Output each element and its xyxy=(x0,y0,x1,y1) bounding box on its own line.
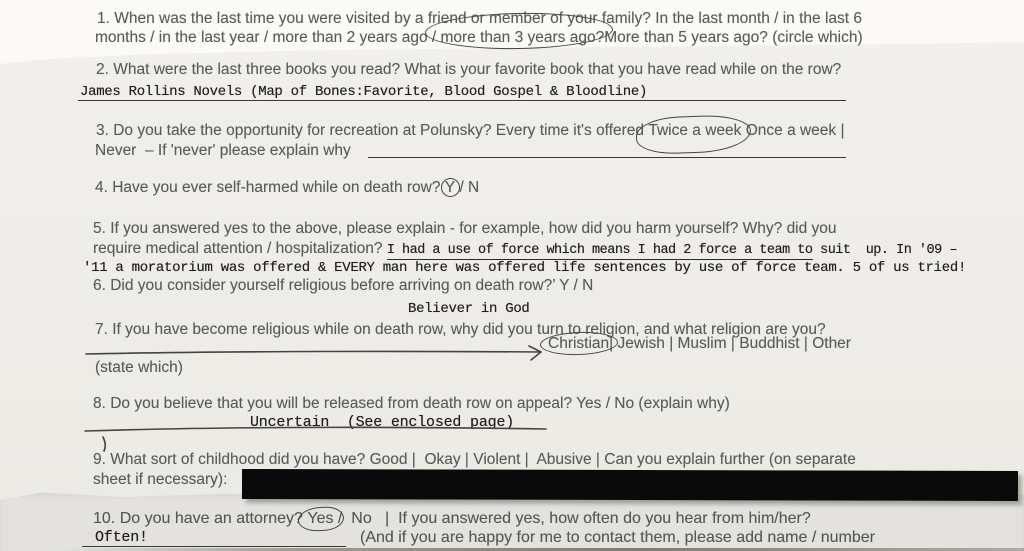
question-9-text-2: sheet if necessary): xyxy=(93,471,228,488)
question-1-options-pre: months / in the last year / more than 2 years ago xyxy=(95,29,432,46)
question-10-line-2 xyxy=(360,529,875,546)
question-7-footnote xyxy=(95,359,183,376)
question-1-text: 1. When was the last time you were visited by a friend or member of your family? In the last month / in the last 6 xyxy=(97,10,863,27)
circled-text: Christian xyxy=(548,335,610,352)
circled-answer-religion xyxy=(548,335,609,352)
question-5-line-1 xyxy=(93,220,837,237)
question-5-text: 5. If you answered yes to the above, please explain - for example, how did you harm yourself? Why? did you xyxy=(93,220,837,237)
circled-text: / more than 3 years ago? xyxy=(431,29,605,46)
answer-line-q10 xyxy=(82,546,346,547)
answer-line-q7 xyxy=(86,351,541,354)
answer-line-q7-arrowhead xyxy=(529,346,541,360)
question-1-line-2 xyxy=(95,29,863,46)
circled-answer-recreation xyxy=(648,122,741,139)
answer-10-typed xyxy=(95,529,148,546)
redacted-text-block xyxy=(242,469,1018,501)
question-1-options-post: More than 5 years ago? (circle which) xyxy=(604,29,863,46)
answer-7-typed-above xyxy=(408,301,530,318)
answer-2-text: James Rollins Novels (Map of Bones:Favorite, Blood Gospel & Bloodline) xyxy=(80,84,648,100)
state-which-text: (state which) xyxy=(95,359,183,376)
question-1-line-1 xyxy=(97,10,862,27)
question-10-line-1 xyxy=(93,510,811,527)
question-3-options-pre: 3. Do you take the opportunity for recreation at Polunsky? Every time it's offered xyxy=(96,122,649,139)
question-2-line xyxy=(96,61,841,78)
answer-8-text: Uncertain (See enclosed page) xyxy=(250,414,515,431)
question-3-options-post: Once a week | xyxy=(741,122,845,139)
question-4-text: 4. Have you ever self-harmed while on death row? xyxy=(95,179,445,196)
answer-8-typed xyxy=(250,414,514,431)
question-10-text: 10. Do you have an attorney? xyxy=(93,510,308,527)
answer-line-q3 xyxy=(368,157,846,158)
answer-5-typed-underlined: I had a use of force which means I had 2 force a team to xyxy=(386,243,813,258)
answer-5-typed-line-2 xyxy=(83,260,966,277)
question-7-options-post: | Jewish | Muslim | Buddhist | Other xyxy=(609,335,851,352)
answer-5-text: '11 a moratorium was offered & EVERY man here was offered life sentences by use of force team. 5 of us tried! xyxy=(83,260,967,276)
question-10-text-2: (And if you are happy for me to contact them, please add name / number xyxy=(360,529,875,546)
question-6-text: 6. Did you consider yourself religious before arriving on death row?’ Y / N xyxy=(93,277,594,294)
question-5-line-2 xyxy=(93,240,957,259)
circled-text: Y xyxy=(444,179,456,196)
question-9-line-1 xyxy=(93,451,856,468)
circled-answer-attorney xyxy=(307,510,333,527)
question-6-line xyxy=(93,277,593,294)
question-3-line-1 xyxy=(96,122,845,139)
answer-10-text: Often! xyxy=(95,529,148,546)
question-2-text: 2. What were the last three books you read? What is your favorite book that you have read while on the row? xyxy=(96,61,842,78)
question-8-line xyxy=(93,395,730,412)
question-8-text: 8. Do you believe that you will be released from death row on appeal? Yes / No (explain why) xyxy=(93,395,730,412)
question-10-options-post: / No | If you answered yes, how often do you hear from him/her? xyxy=(333,510,811,527)
question-5-text-2: require medical attention / hospitalization? xyxy=(93,240,387,257)
answer-7-believer-text: Believer in God xyxy=(408,301,530,317)
question-9-line-2 xyxy=(93,471,227,488)
question-9-text: 9. What sort of childhood did you have? Good | Okay | Violent | Abusive | Can you explain further (on separate xyxy=(93,451,856,468)
pen-tick-mark xyxy=(103,437,105,451)
question-7-text: 7. If you have become religious while on death row, why did you turn to religion, and what religion are you? xyxy=(95,321,826,338)
answer-5-typed-rest: suit up. In '09 – xyxy=(812,243,957,258)
question-3-line-2 xyxy=(95,142,351,159)
answer-2-typed xyxy=(80,84,647,101)
question-3-text-2: Never – If 'never' please explain why xyxy=(95,142,351,159)
question-7-options xyxy=(548,335,851,352)
circled-answer-visit-frequency xyxy=(432,29,604,46)
question-4-line xyxy=(95,179,479,196)
circled-answer-self-harm xyxy=(445,179,455,196)
question-4-options-post: / N xyxy=(455,179,480,196)
circled-text: Twice a week xyxy=(648,122,742,139)
circled-text: Yes xyxy=(307,510,334,527)
